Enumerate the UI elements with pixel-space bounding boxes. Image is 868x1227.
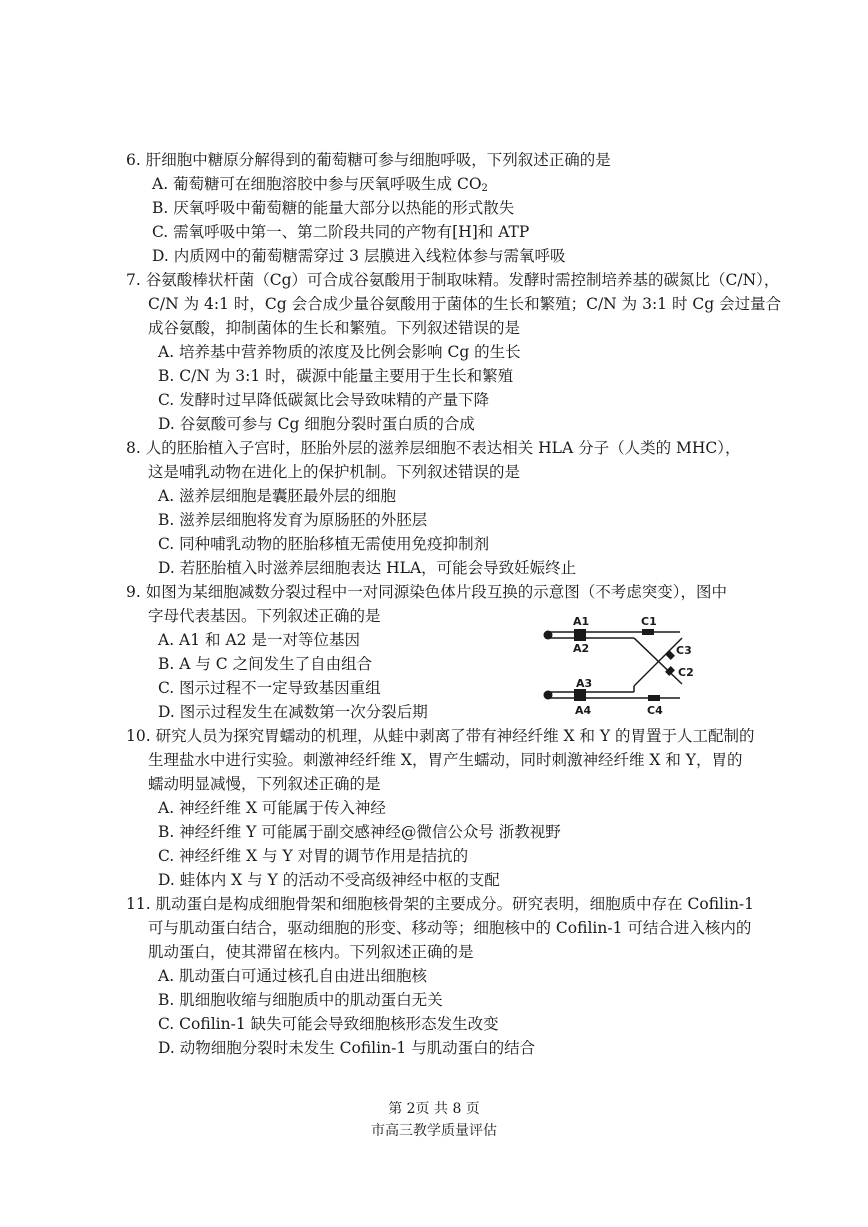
option-d: D. 若胚胎植入时滋养层细胞表达 HLA，可能会导致妊娠终止 bbox=[158, 559, 577, 577]
question-stem-line: 8. 人的胚胎植入子宫时，胚胎外层的滋养层细胞不表达相关 HLA 分子（人类的 MHC）， bbox=[126, 439, 741, 457]
question-6 bbox=[126, 148, 766, 268]
label-c1: C1 bbox=[641, 615, 657, 628]
question-8 bbox=[126, 436, 766, 580]
exam-title: 市高三教学质量评估 bbox=[371, 1123, 497, 1139]
question-stem-line: 成谷氨酸，抑制菌体的生长和繁殖。下列叙述错误的是 bbox=[148, 319, 521, 337]
question-stem-line: 9. 如图为某细胞减数分裂过程中一对同源染色体片段互换的示意图（不考虑突变），图中 bbox=[126, 583, 727, 601]
option-d: D. 蛙体内 X 与 Y 的活动不受高级神经中枢的支配 bbox=[158, 871, 500, 889]
option-a: A. 培养基中营养物质的浓度及比例会影响 Cg 的生长 bbox=[158, 343, 521, 361]
option-b: B. 肌细胞收缩与细胞质中的肌动蛋白无关 bbox=[158, 991, 443, 1009]
option-c: C. 发酵时过早降低碳氮比会导致味精的产量下降 bbox=[158, 391, 490, 409]
option-d: D. 谷氨酸可参与 Cg 细胞分裂时蛋白质的合成 bbox=[158, 415, 475, 433]
gene-a2-mark bbox=[574, 635, 586, 641]
question-stem-line: 蠕动明显减慢，下列叙述正确的是 bbox=[148, 775, 381, 793]
question-7 bbox=[126, 268, 782, 436]
label-c2: C2 bbox=[678, 666, 694, 679]
question-stem-line: 可与肌动蛋白结合，驱动细胞的形变、移动等；细胞核中的 Cofilin-1 可结合进入核内的 bbox=[148, 919, 752, 937]
question-stem-line: 字母代表基因。下列叙述正确的是 bbox=[148, 607, 381, 625]
question-10 bbox=[126, 724, 766, 892]
option-b: B. 厌氧呼吸中葡萄糖的能量大部分以热能的形式散失 bbox=[152, 199, 515, 217]
option-c: C. 图示过程不一定导致基因重组 bbox=[158, 679, 381, 697]
label-c4: C4 bbox=[647, 704, 663, 717]
page-number: 第 2页 共 8 页 bbox=[388, 1101, 480, 1117]
label-a1: A1 bbox=[573, 615, 590, 628]
question-stem-line: 这是哺乳动物在进化上的保护机制。下列叙述错误的是 bbox=[148, 463, 521, 481]
question-stem-line: 10. 研究人员为探究胃蠕动的机理，从蛙中剥离了带有神经纤维 X 和 Y 的胃置于人工配制的 bbox=[126, 727, 755, 745]
option-a: A. 滋养层细胞是囊胚最外层的细胞 bbox=[158, 487, 397, 505]
option-a: A. A1 和 A2 是一对等位基因 bbox=[158, 631, 360, 649]
option-b: B. C/N 为 3:1 时，碳源中能量主要用于生长和繁殖 bbox=[158, 367, 514, 385]
option-a: A. 肌动蛋白可通过核孔自由进出细胞核 bbox=[158, 967, 428, 985]
gene-a1-mark bbox=[574, 629, 586, 635]
question-11 bbox=[126, 892, 766, 1060]
label-a3: A3 bbox=[576, 677, 593, 690]
label-c3: C3 bbox=[676, 644, 692, 657]
label-a4: A4 bbox=[575, 704, 592, 717]
gene-c4-mark bbox=[648, 695, 660, 701]
centromere bbox=[544, 631, 553, 640]
question-stem-line: 生理盐水中进行实验。刺激神经纤维 X，胃产生蠕动，同时刺激神经纤维 X 和 Y，胃的 bbox=[148, 751, 743, 769]
centromere bbox=[544, 691, 553, 700]
option-d: D. 动物细胞分裂时未发生 Cofilin-1 与肌动蛋白的结合 bbox=[158, 1039, 536, 1057]
gene-a4-mark bbox=[574, 695, 586, 701]
gene-c3-mark bbox=[665, 650, 675, 660]
option-d: D. 内质网中的葡萄糖需穿过 3 层膜进入线粒体参与需氧呼吸 bbox=[152, 247, 566, 265]
option-a: A. 神经纤维 X 可能属于传入神经 bbox=[158, 799, 386, 817]
chromosome-exchange-diagram bbox=[542, 608, 702, 720]
label-a2: A2 bbox=[573, 642, 590, 655]
subscript-2: 2 bbox=[481, 183, 488, 194]
option-c: C. 同种哺乳动物的胚胎移植无需使用免疫抑制剂 bbox=[158, 535, 490, 553]
option-c: C. 神经纤维 X 与 Y 对胃的调节作用是拮抗的 bbox=[158, 847, 469, 865]
gene-c2-mark bbox=[665, 666, 675, 676]
option-c: C. 需氧呼吸中第一、第二阶段共同的产物有[H]和 ATP bbox=[152, 223, 530, 241]
gene-c1-mark bbox=[642, 629, 654, 635]
question-stem-line: 7. 谷氨酸棒状杆菌（Cg）可合成谷氨酸用于制取味精。发酵时需控制培养基的碳氮比（C/N）， bbox=[126, 271, 780, 289]
option-b: B. 神经纤维 Y 可能属于副交感神经@微信公众号 浙教视野 bbox=[158, 823, 561, 841]
question-stem-line: 11. 肌动蛋白是构成细胞骨架和细胞核骨架的主要成分。研究表明，细胞质中存在 Cofilin-1 bbox=[126, 895, 755, 913]
question-stem-line: C/N 为 4:1 时，Cg 会合成少量谷氨酸用于菌体的生长和繁殖；C/N 为 3:1 时 Cg 会过量合 bbox=[148, 295, 782, 313]
option-c: C. Cofilin-1 缺失可能会导致细胞核形态发生改变 bbox=[158, 1015, 499, 1033]
question-stem: 6. 肝细胞中糖原分解得到的葡萄糖可参与细胞呼吸，下列叙述正确的是 bbox=[126, 151, 611, 169]
option-a bbox=[126, 172, 766, 196]
option-a-text: A. 葡萄糖可在细胞溶胶中参与厌氧呼吸生成 CO bbox=[152, 175, 482, 193]
option-b: B. 滋养层细胞将发育为原肠胚的外胚层 bbox=[158, 511, 428, 529]
question-stem-line: 肌动蛋白，使其滞留在核内。下列叙述正确的是 bbox=[148, 943, 474, 961]
option-d: D. 图示过程发生在减数第一次分裂后期 bbox=[158, 703, 428, 721]
option-b: B. A 与 C 之间发生了自由组合 bbox=[158, 655, 373, 673]
